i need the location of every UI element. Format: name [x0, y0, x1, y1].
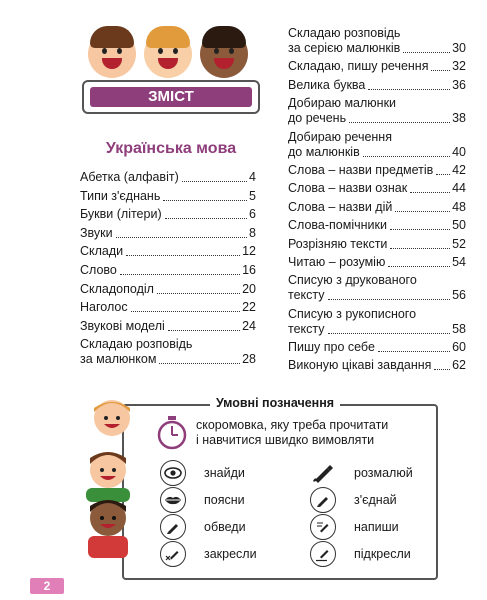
kid-face-middle — [144, 30, 192, 78]
leader-dots — [368, 89, 450, 90]
legend-label: підкресли — [354, 547, 411, 561]
legend-item-underline — [310, 541, 411, 567]
toc-entry-page: 44 — [452, 181, 466, 196]
peeking-kids-illustration — [74, 396, 140, 566]
toc-entry-title: Велика буква — [288, 77, 366, 92]
toc-entry-title: Розрізняю тексти — [288, 236, 388, 251]
legend-label: розмалюй — [354, 466, 413, 480]
toc-entry[interactable] — [80, 207, 256, 222]
leader-dots — [157, 293, 240, 294]
toc-entry-page: 6 — [249, 207, 256, 222]
leader-dots — [163, 200, 247, 201]
toc-entry[interactable] — [288, 163, 466, 178]
toc-entry-page: 60 — [452, 340, 466, 355]
toc-entry[interactable] — [80, 226, 256, 241]
leader-dots — [390, 229, 450, 230]
toc-entry-title: Слова-помічники — [288, 218, 387, 233]
lips-icon — [160, 487, 186, 513]
toc-entry-title-line2: тексту — [288, 288, 325, 303]
eye-icon — [160, 460, 186, 486]
pencil-underline-icon — [310, 541, 336, 567]
legend-timer-line2: і навчитися швидко вимовляти — [196, 433, 375, 447]
toc-entry-title: Звуки — [80, 225, 113, 240]
toc-entry-page: 4 — [249, 170, 256, 184]
legend-item-connect — [310, 487, 397, 513]
toc-entry-title-line2: до малюнків — [288, 144, 360, 159]
leader-dots — [126, 255, 240, 256]
toc-entry-page: 36 — [452, 77, 466, 92]
legend-item-cross-out — [160, 541, 257, 567]
legend-label: поясни — [204, 493, 245, 507]
toc-entry[interactable] — [288, 181, 466, 196]
toc-entry-page: 8 — [249, 225, 256, 240]
toc-entry-title-line2: тексту — [288, 321, 325, 336]
toc-entry-page: 42 — [452, 162, 466, 177]
kid-face-left — [88, 30, 136, 78]
contents-title-box — [82, 80, 260, 114]
toc-entry[interactable] — [288, 218, 466, 233]
toc-entry[interactable] — [80, 282, 256, 297]
toc-entry-page: 28 — [242, 352, 256, 367]
toc-entry[interactable] — [288, 96, 466, 126]
pencil-icon — [160, 514, 186, 540]
toc-entry-title-line2: за серією малюнків — [288, 41, 401, 55]
leader-dots — [159, 363, 240, 364]
pencil-lines-icon — [310, 514, 336, 540]
legend-title: Умовні позначення — [210, 396, 340, 410]
toc-entry[interactable] — [80, 263, 256, 278]
toc-entry-title-line1: Списую з рукописного — [288, 306, 417, 321]
toc-entry-page: 58 — [452, 321, 466, 336]
legend-label: закресли — [204, 547, 257, 561]
legend-timer-text — [196, 418, 388, 448]
toc-entry-page: 24 — [242, 318, 256, 333]
toc-entry-title: Абетка (алфавіт) — [80, 170, 179, 184]
leader-dots — [434, 369, 450, 370]
leader-dots — [378, 351, 450, 352]
toc-right-list — [288, 26, 466, 377]
toc-entry[interactable] — [288, 237, 466, 252]
toc-entry-title: Звукові моделі — [80, 318, 165, 333]
pencil-cross-icon — [160, 541, 186, 567]
toc-entry-page: 50 — [452, 218, 466, 233]
legend-label: обведи — [204, 520, 246, 534]
toc-entry-page: 22 — [242, 300, 256, 315]
legend-label: знайди — [204, 466, 245, 480]
toc-entry-title-line1: Добираю речення — [288, 129, 392, 144]
leader-dots — [436, 174, 450, 175]
toc-entry-title: Склади — [80, 244, 124, 259]
toc-left-list — [80, 170, 256, 371]
leader-dots — [328, 333, 451, 334]
section-title: Українська мова — [105, 140, 237, 157]
toc-entry-page: 54 — [452, 254, 466, 269]
toc-entry[interactable] — [80, 244, 256, 259]
toc-entry[interactable] — [288, 78, 466, 93]
legend-timer-line1: скоромовка, яку треба прочитати — [196, 418, 389, 432]
legend-item-write — [310, 514, 399, 540]
toc-entry-page: 12 — [242, 244, 256, 259]
stopwatch-icon — [156, 416, 188, 450]
kid-face-right — [200, 30, 248, 78]
leader-dots — [328, 299, 451, 300]
toc-entry-page: 16 — [242, 262, 256, 277]
toc-entry-page: 52 — [452, 236, 466, 251]
leader-dots — [388, 266, 450, 267]
legend-label: напиши — [354, 520, 399, 534]
leader-dots — [395, 211, 450, 212]
toc-entry[interactable] — [288, 307, 466, 337]
toc-entry-title-line1: Складаю розповідь — [80, 337, 193, 352]
legend-item-color — [310, 460, 413, 486]
legend-item-explain — [160, 487, 245, 513]
kids-illustration — [84, 26, 256, 82]
toc-entry[interactable] — [288, 358, 466, 373]
toc-entry-title-line1: Складаю розповідь — [288, 26, 401, 40]
page-number: 2 — [30, 578, 64, 594]
leader-dots — [403, 52, 450, 53]
leader-dots — [390, 248, 450, 249]
pencil-icon — [310, 487, 336, 513]
toc-entry-title: Букви (літери) — [80, 207, 162, 222]
leader-dots — [431, 70, 450, 71]
toc-entry[interactable] — [288, 130, 466, 160]
paint-brush-icon — [310, 460, 336, 486]
toc-entry[interactable] — [288, 340, 466, 355]
toc-entry[interactable] — [80, 170, 256, 185]
toc-entry-title: Складоподіл — [80, 281, 154, 296]
toc-entry-page: 62 — [452, 358, 466, 373]
toc-entry-title: Слова – назви ознак — [288, 181, 408, 196]
toc-entry-title: Слова – назви предметів — [288, 162, 434, 177]
toc-entry[interactable] — [80, 189, 256, 204]
leader-dots — [165, 218, 247, 219]
toc-entry[interactable] — [288, 26, 466, 56]
toc-entry-title-line1: Списую з друкованого — [288, 273, 417, 288]
leader-dots — [168, 330, 240, 331]
legend-timer-row — [156, 416, 426, 452]
toc-entry-page: 40 — [452, 144, 466, 159]
leader-dots — [182, 181, 247, 182]
leader-dots — [120, 274, 240, 275]
legend-item-trace — [160, 514, 246, 540]
leader-dots — [410, 192, 450, 193]
toc-entry-page: 56 — [452, 288, 466, 303]
toc-entry-title-line1: Добираю малюнки — [288, 96, 397, 111]
toc-entry-title-line2: до речень — [288, 111, 347, 126]
toc-entry[interactable] — [288, 59, 466, 74]
toc-entry[interactable] — [288, 273, 466, 303]
toc-entry-page: 38 — [452, 111, 466, 126]
toc-entry-title: Складаю, пишу речення — [288, 59, 429, 74]
toc-entry-title: Пишу про себе — [288, 340, 375, 355]
toc-entry-title: Читаю – розумію — [288, 254, 386, 269]
toc-entry-title: Наголос — [80, 300, 128, 315]
toc-entry-title-line2: за малюнком — [80, 352, 157, 367]
toc-entry-page: 48 — [452, 199, 466, 214]
legend-item-find — [160, 460, 245, 486]
leader-dots — [363, 156, 450, 157]
toc-entry-title: Слова – назви дій — [288, 199, 393, 214]
contents-title: ЗМІСТ — [90, 87, 252, 107]
leader-dots — [116, 237, 247, 238]
toc-entry-page: 5 — [249, 188, 256, 203]
toc-entry[interactable] — [80, 337, 256, 367]
legend-label: з'єднай — [354, 493, 397, 507]
toc-entry-title: Типи з'єднань — [80, 188, 161, 203]
leader-dots — [349, 122, 450, 123]
leader-dots — [131, 311, 241, 312]
toc-entry[interactable] — [288, 200, 466, 215]
toc-entry[interactable] — [288, 255, 466, 270]
toc-entry-title: Виконую цікаві завдання — [288, 358, 432, 373]
toc-entry[interactable] — [80, 300, 256, 315]
toc-entry-page: 20 — [242, 281, 256, 296]
toc-entry[interactable] — [80, 319, 256, 334]
toc-entry-page: 32 — [452, 59, 466, 74]
toc-entry-page: 30 — [452, 41, 466, 55]
toc-entry-title: Слово — [80, 262, 117, 277]
